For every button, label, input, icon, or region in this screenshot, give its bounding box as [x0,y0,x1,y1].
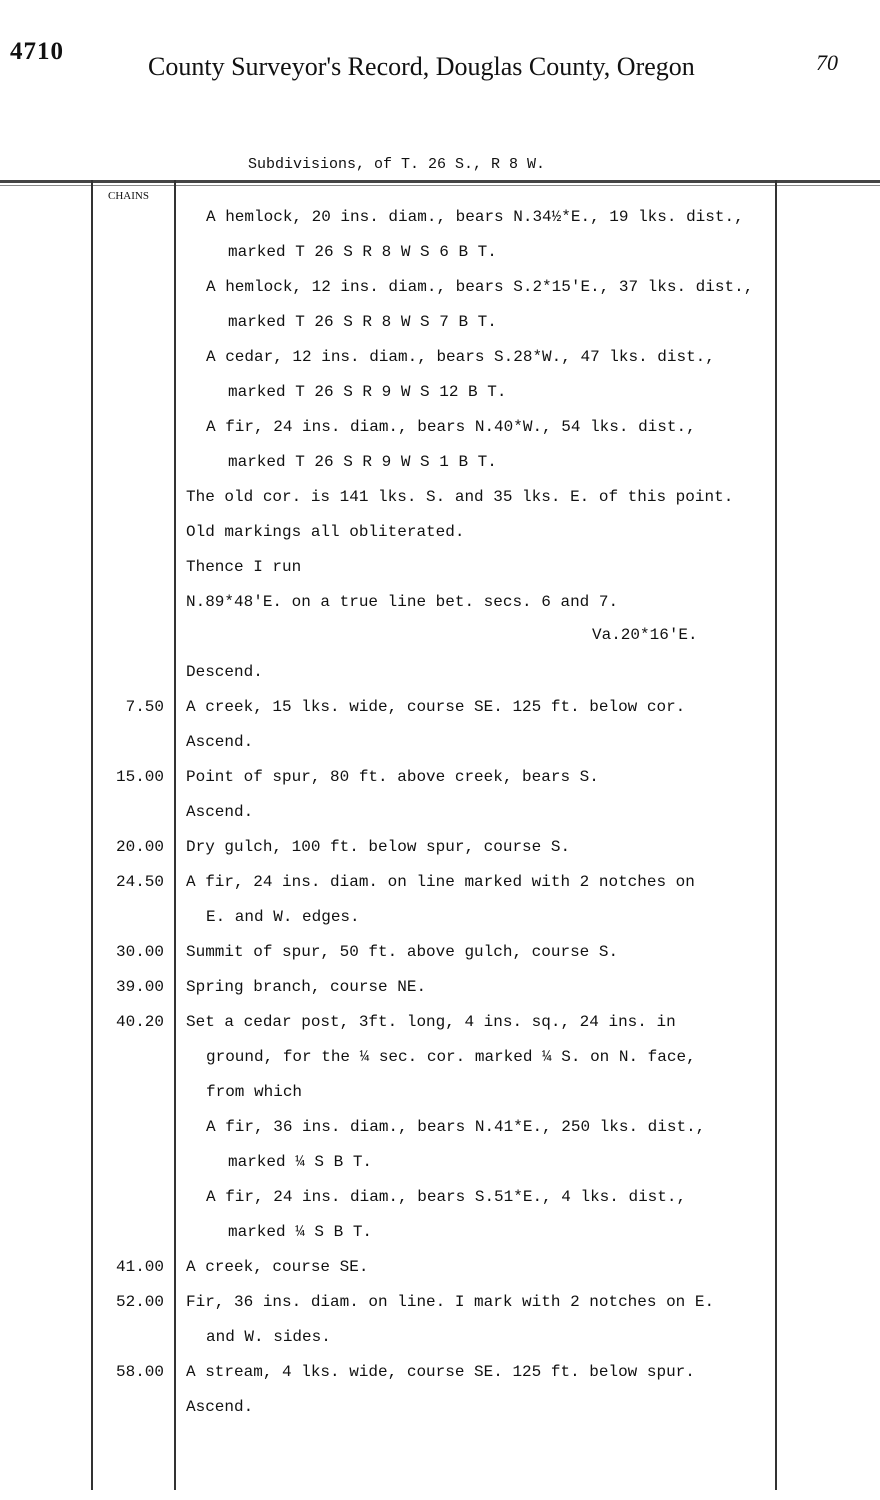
chain-value: 40.20 [115,1013,164,1031]
chain-value [96,520,164,544]
chain-value [96,240,164,264]
line-text: marked ¼ S B T. [228,1153,373,1171]
line-text: A creek, course SE. [186,1258,369,1276]
left-margin-line [91,180,93,1490]
line-text: Fir, 36 ins. diam. on line. I mark with 2 notches on E. [186,1293,715,1311]
chain-value [96,205,164,229]
page-title: County Surveyor's Record, Douglas County, Oregon [148,52,695,81]
line-text: A fir, 24 ins. diam. on line marked with 2 notches on [186,873,695,891]
header-rule-thin [0,185,880,186]
chain-value [96,1325,164,1349]
line-text: A hemlock, 12 ins. diam., bears S.2*15'E., 37 lks. dist., [206,278,754,296]
line-text: Set a cedar post, 3ft. long, 4 ins. sq., 24 ins. in [186,1013,676,1031]
line-text: A creek, 15 lks. wide, course SE. 125 ft. below cor. [186,698,686,716]
chain-value [96,1395,164,1419]
line-text: ground, for the ¼ sec. cor. marked ¼ S. on N. face, [206,1048,696,1066]
line-text: marked T 26 S R 9 W S 12 B T. [228,383,507,401]
section-subtitle: Subdivisions, of T. 26 S., R 8 W. [248,156,546,173]
line-text: Spring branch, course NE. [186,978,427,996]
chain-value [96,555,164,579]
line-text: A fir, 24 ins. diam., bears S.51*E., 4 lks. dist., [206,1188,687,1206]
line-text: from which [206,1083,303,1101]
line-text: Summit of spur, 50 ft. above gulch, course S. [186,943,619,961]
line-text: Ascend. [186,1398,254,1416]
chain-value [96,310,164,334]
chain-value: 58.00 [115,1363,164,1381]
chain-value: 20.00 [115,838,164,856]
chain-value [96,623,164,647]
chain-value [96,485,164,509]
chains-column-header: CHAINS [108,190,149,202]
line-text: Point of spur, 80 ft. above creek, bears S. [186,768,599,786]
chain-value: 15.00 [115,768,164,786]
line-text: N.89*48'E. on a true line bet. secs. 6 and 7. [186,593,619,611]
line-text: Ascend. [186,803,254,821]
page-number: 4710 [10,38,64,65]
chain-value [96,1045,164,1069]
chain-value: 41.00 [115,1258,164,1276]
right-margin-line [775,180,777,1490]
chain-value [96,380,164,404]
chain-value [96,660,164,684]
line-text: marked T 26 S R 8 W S 6 B T. [228,243,497,261]
line-text: Ascend. [186,733,254,751]
chain-value [96,800,164,824]
line-text: Descend. [186,663,263,681]
line-text: E. and W. edges. [206,908,360,926]
line-text: A fir, 36 ins. diam., bears N.41*E., 250 lks. dist., [206,1118,706,1136]
line-text: Dry gulch, 100 ft. below spur, course S. [186,838,571,856]
chain-value: 30.00 [115,943,164,961]
chain-value [96,345,164,369]
line-text: marked T 26 S R 8 W S 7 B T. [228,313,497,331]
chain-value [96,905,164,929]
header-rule [0,180,880,183]
line-text: A cedar, 12 ins. diam., bears S.28*W., 47 lks. dist., [206,348,715,366]
chain-value [96,1185,164,1209]
chain-value [96,275,164,299]
chains-column-line [174,180,176,1490]
magnetic-variation: Va.20*16'E. [592,626,698,644]
chain-value: 39.00 [115,978,164,996]
chain-value: 24.50 [115,873,164,891]
line-text: A fir, 24 ins. diam., bears N.40*W., 54 lks. dist., [206,418,696,436]
line-text: marked T 26 S R 9 W S 1 B T. [228,453,497,471]
folio-number: 70 [816,50,838,75]
chain-value: 52.00 [115,1293,164,1311]
chain-value [96,590,164,614]
line-text: The old cor. is 141 lks. S. and 35 lks. E. of this point. [186,488,734,506]
chain-value [96,1115,164,1139]
chain-value [96,730,164,754]
line-text: A hemlock, 20 ins. diam., bears N.34½*E., 19 lks. dist., [206,208,744,226]
chain-value [96,450,164,474]
line-text: Thence I run [186,558,302,576]
chain-value: 7.50 [125,698,164,716]
line-text: Old markings all obliterated. [186,523,465,541]
line-text: and W. sides. [206,1328,331,1346]
line-text: A stream, 4 lks. wide, course SE. 125 ft. below spur. [186,1363,695,1381]
chain-value [96,1080,164,1104]
line-text: marked ¼ S B T. [228,1223,373,1241]
chain-value [96,1220,164,1244]
chain-value [96,415,164,439]
chain-value [96,1150,164,1174]
